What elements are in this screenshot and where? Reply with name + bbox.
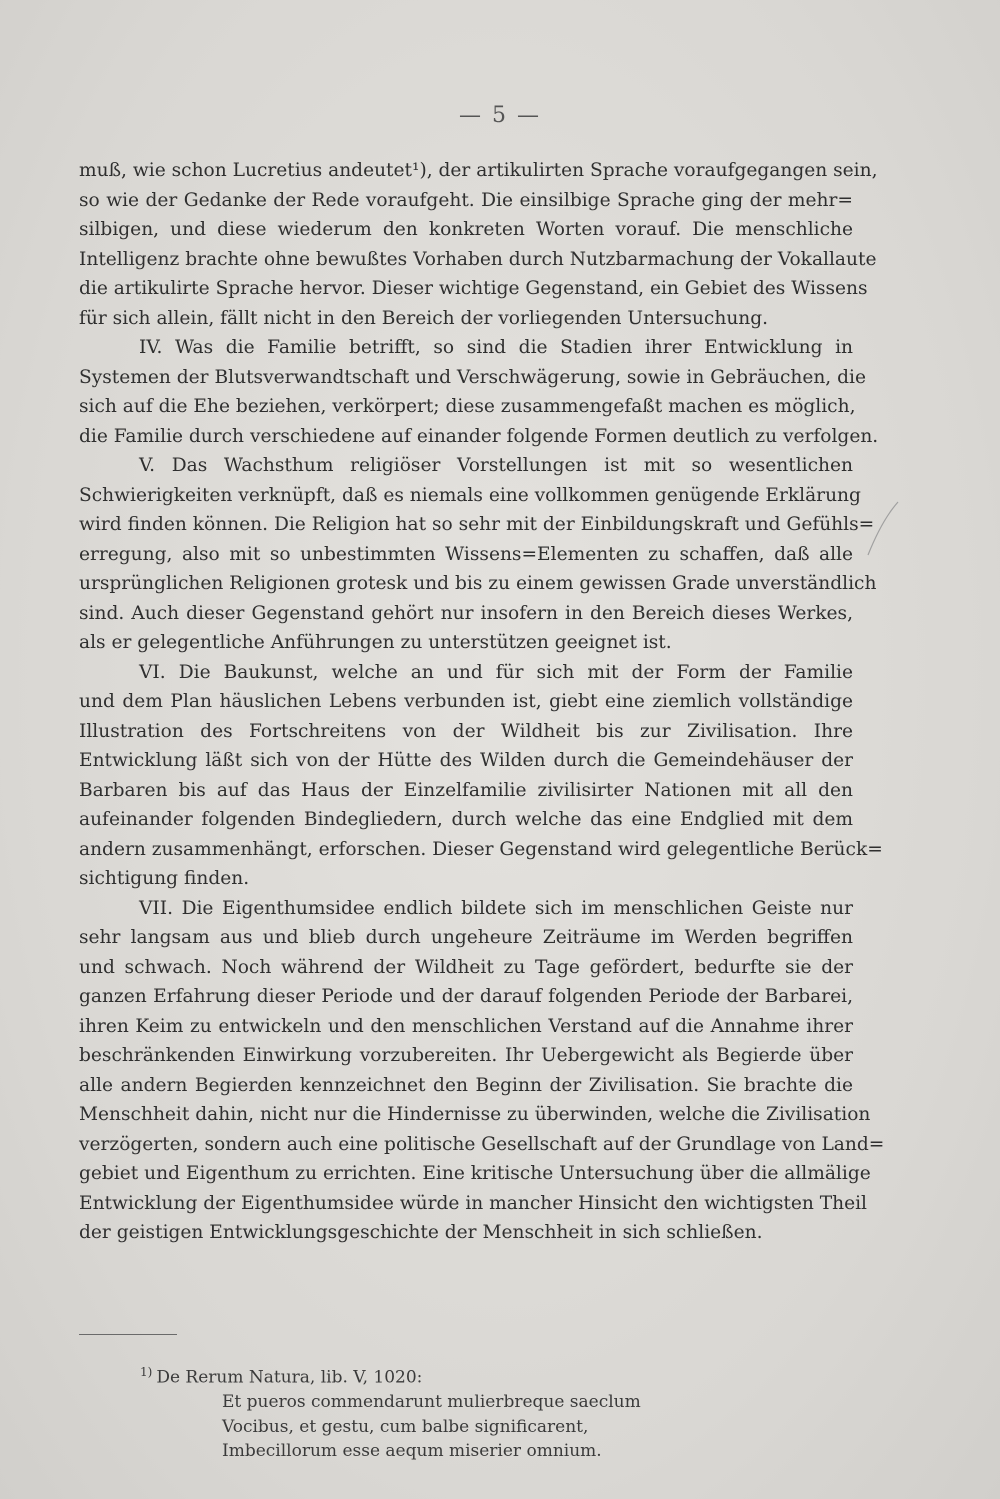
text-line: verzögerten, sondern auch eine politische Gesellschaft auf der Grundlage von Land= [79, 1133, 885, 1155]
text-line: die Familie durch verschiedene auf einander folgende Formen deutlich zu verfolgen. [79, 425, 879, 447]
text-line: ihren Keim zu entwickeln und den menschlichen Verstand auf die Annahme ihrer [79, 1015, 853, 1037]
text-line: alle andern Begierden kennzeichnet den Beginn der Zivilisation. Sie brachte die [79, 1074, 853, 1096]
text-line: VI. Die Baukunst, welche an und für sich mit der Form der Familie [139, 661, 853, 683]
text-line: wird finden können. Die Religion hat so sehr mit der Einbildungskraft und Gefühls= [79, 514, 875, 535]
text-line: Barbaren bis auf das Haus der Einzelfamilie zivilisirter Nationen mit all den [79, 779, 853, 801]
text-line: die artikulirte Sprache hervor. Dieser wichtige Gegenstand, ein Gebiet des Wissens [79, 278, 868, 299]
text-line: Entwicklung läßt sich von der Hütte des Wilden durch die Gemeindehäuser der [79, 750, 853, 771]
footnote-source: De Rerum Natura, lib. V, 1020: [156, 1367, 423, 1388]
text-line: für sich allein, fällt nicht in den Bereich der vorliegenden Untersuchung. [79, 307, 769, 329]
footnote-verse: Vocibus, et gestu, cum balbe significarent, [222, 1416, 589, 1437]
text-line: beschränkenden Einwirkung vorzubereiten. Ihr Uebergewicht als Begierde über [79, 1045, 853, 1066]
text-line: Systemen der Blutsverwandtschaft und Verschwägerung, sowie in Gebräuchen, die [79, 366, 866, 388]
text-line: Schwierigkeiten verknüpft, daß es niemals eine vollkommen genügende Erklärung [79, 484, 861, 506]
text-line: andern zusammenhängt, erforschen. Dieser Gegenstand wird gelegentliche Berück= [79, 838, 883, 860]
footnote-divider [79, 1334, 177, 1335]
text-line: sehr langsam aus und blieb durch ungeheure Zeiträume im Werden begriffen [79, 927, 853, 948]
text-line: sind. Auch dieser Gegenstand gehört nur insofern in den Bereich dieses Werkes, [79, 602, 853, 624]
text-line: V. Das Wachsthum religiöser Vorstellungen ist mit so wesentlichen [139, 455, 853, 476]
footnote [140, 1360, 840, 1464]
footnote-verse: Imbecillorum esse aequm miserier omnium. [222, 1441, 602, 1462]
footnote-verse: Et pueros commendarunt mulierbreque saeclum [222, 1392, 641, 1413]
page-number: — 5 — [459, 103, 541, 128]
pencil-mark [862, 500, 902, 560]
text-line: VII. Die Eigenthumsidee endlich bildete sich im menschlichen Geiste nur [139, 897, 853, 919]
text-line: Intelligenz brachte ohne bewußtes Vorhaben durch Nutzbarmachung der Vokallaute [79, 248, 877, 270]
text-line: und schwach. Noch während der Wildheit zu Tage gefördert, bedurfte sie der [79, 956, 853, 978]
text-line: Menschheit dahin, nicht nur die Hindernisse zu überwinden, welche die Zivilisation [79, 1104, 871, 1125]
text-line: sichtigung finden. [79, 868, 250, 889]
body-text [79, 156, 885, 1248]
footnote-source-line [140, 1360, 840, 1390]
text-line: sich auf die Ehe beziehen, verkörpert; diese zusammengefaßt machen es möglich, [79, 396, 856, 417]
text-line: ursprünglichen Religionen grotesk und bis zu einem gewissen Grade unverständlich [79, 573, 877, 594]
text-line: Entwicklung der Eigenthumsidee würde in mancher Hinsicht den wichtigsten Theil [79, 1192, 867, 1214]
text-line: gebiet und Eigenthum zu errichten. Eine kritische Untersuchung über die allmälige [79, 1163, 871, 1184]
text-line: der geistigen Entwicklungsgeschichte der Menschheit in sich schließen. [79, 1222, 763, 1243]
text-line: IV. Was die Familie betrifft, so sind die Stadien ihrer Entwicklung in [139, 337, 853, 358]
text-line: Illustration des Fortschreitens von der Wildheit bis zur Zivilisation. Ihre [79, 720, 853, 742]
text-line: und dem Plan häuslichen Lebens verbunden ist, giebt eine ziemlich vollständige [79, 691, 853, 712]
footnote-marker: 1) [140, 1365, 153, 1379]
text-line: erregung, also mit so unbestimmten Wissens=Elementen zu schaffen, daß alle [79, 543, 853, 565]
text-line: als er gelegentliche Anführungen zu unterstützen geeignet ist. [79, 632, 672, 653]
text-line: muß, wie schon Lucretius andeutet¹), der artikulirten Sprache voraufgegangen sein, [79, 160, 878, 181]
text-line: aufeinander folgenden Bindegliedern, durch welche das eine Endglied mit dem [79, 809, 853, 830]
text-line: ganzen Erfahrung dieser Periode und der darauf folgenden Periode der Barbarei, [79, 986, 853, 1007]
text-line: so wie der Gedanke der Rede voraufgeht. Die einsilbige Sprache ging der mehr= [79, 189, 853, 211]
text-line: silbigen, und diese wiederum den konkreten Worten vorauf. Die menschliche [79, 219, 853, 240]
